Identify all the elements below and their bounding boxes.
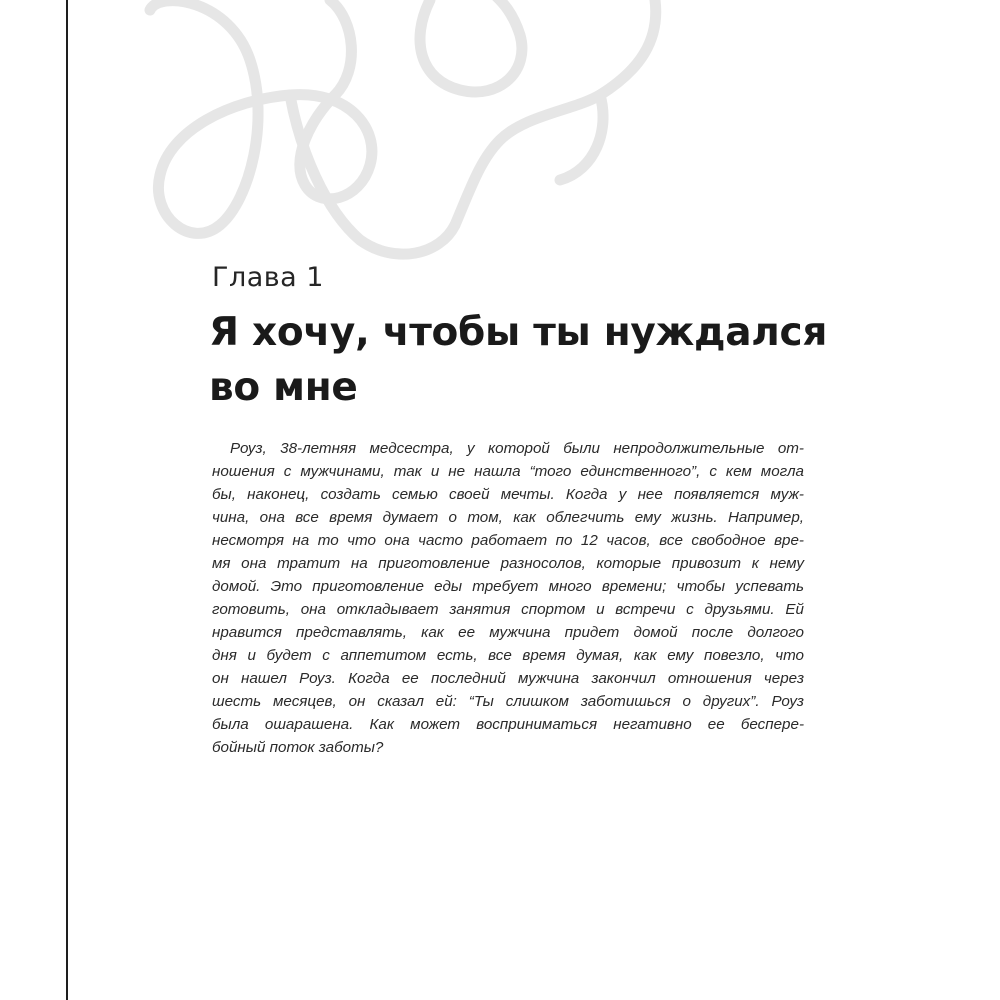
decorative-loops-illustration — [0, 0, 1000, 280]
decor-loop-2 — [330, 0, 351, 95]
chapter-title — [209, 305, 829, 415]
paragraph-line: нравится представлять, как ее мужчина придет домой после долгого — [212, 624, 804, 641]
body-paragraph — [212, 437, 804, 759]
paragraph-line: шесть месяцев, он сказал ей: “Ты слишком заботишься о других”. Роуз — [212, 693, 804, 710]
paragraph-line: дня и будет с аппетитом есть, все время думая, как ему повезло, что — [212, 647, 804, 664]
paragraph-line: мя она тратит на приготовление разносолов, которые привозит к нему — [212, 555, 804, 572]
chapter-title-line: во мне — [209, 365, 358, 410]
paragraph-line: несмотря на то что она часто работает по 12 часов, все свободное вре- — [212, 532, 804, 549]
paragraph-line: ношения с мужчинами, так и не нашла “того единственного”, с кем могла — [212, 463, 804, 480]
paragraph-line: готовить, она откладывает занятия спортом и встречи с друзьями. Ей — [212, 601, 804, 618]
paragraph-line: была ошарашена. Как может восприниматься негативно ее беспере- — [212, 716, 804, 733]
chapter-title-line: Я хочу, чтобы ты нуждался — [209, 310, 828, 355]
paragraph-line: бойный поток заботы? — [212, 739, 384, 756]
paragraph-line: чина, она все время думает о том, как облегчить ему жизнь. Например, — [212, 509, 804, 526]
paragraph-line: Роуз, 38-летняя медсестра, у которой были непродолжительные от- — [230, 440, 804, 457]
decor-loop-1 — [150, 1, 372, 234]
paragraph-line: бы, наконец, создать семью своей мечты. Когда у нее появляется муж- — [212, 486, 804, 503]
decor-loop-4 — [420, 0, 522, 92]
paragraph-line: домой. Это приготовление еды требует много времени; чтобы успевать — [212, 578, 804, 595]
decor-loop-5 — [455, 0, 656, 225]
paragraph-line: он нашел Роуз. Когда ее последний мужчина закончил отношения через — [212, 670, 804, 687]
chapter-label: Глава 1 — [212, 262, 324, 293]
